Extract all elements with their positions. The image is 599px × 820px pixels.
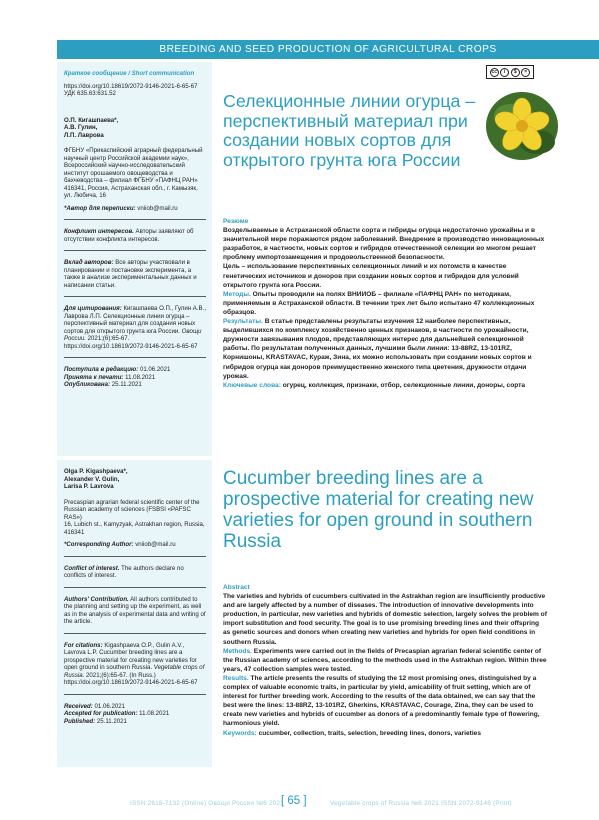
doi-link[interactable]: https://doi.org/10.18619/2072-9146-2021-6-65-67 [64, 82, 198, 90]
footer-left: ISSN 2618-7132 (Online) Овощи России №6 2021 [129, 800, 284, 807]
citation-en: For citations: Kigashpaeva O.P., Gulin A.V., Lavrova L.P. Cucumber breeding lines are a prospective material for creating new varieties for open ground in southern Russia. Vegetable crops of Russia. 2021;(6):65-67. (In Russ.) https://doi.org/10.18619/2072-9146-2021-6-65-67 [64, 641, 205, 686]
cc-by-license-icon[interactable]: cc i $ = [486, 65, 534, 79]
contrib-en: Authors' Contribution. All authors contributed to the planning and setting up the experiment, as well as in the analysis of experimental data and writing of the article. [64, 595, 206, 625]
corresponding-ru: *Автор для переписки: vniiob@mail.ru [64, 204, 178, 212]
abstract-ru: Резюме Возделываемые в Астраханской области сорта и гибриды огурца недостаточно урожайны и в значительной мере поражаются рядом заболеваний. Внедрение в производство инновационных разработок, в частности, новых сортов и гибридов отечественной селекции во многом решает проблему импортозамещения и продовольственной безопасности. Цель – использование перспективных селекционных линий и их потомств в качестве генетических источников и доноров при создании новых сортов и гибридов для условий открытого грунта юга России. Методы. Опыты проводили на полях ВНИИОБ – филиале «ПАФНЦ РАН» по методикам, применяемым в Астраханской области. В течении трех лет было испытано 47 коллекционных образцов. Результаты. В статье представлены результаты изучения 12 наиболее перспективных, выделившихся по комплексу хозяйственно ценных признаков, в частности по урожайности, дружности завязывания плодов, представляющих интерес для дальнейшей селекционной работы. По результатам полученных данных, лучшими были линии: 13-88RZ, 13-101RZ, Корнишоны, KRASTAVAC, Кураж, Зина, их можно использовать при создании новых сортов и гибридов огурца как доноров преимущественно женского типа цветения, дружности отдачи урожая. Ключевые слова: огурец, коллекция, признаки, отбор, селекционные линии, доноры, сорта [223, 217, 548, 390]
divider [64, 357, 206, 358]
section-banner: BREEDING AND SEED PRODUCTION OF AGRICULTURAL CROPS [57, 40, 599, 59]
divider [64, 219, 206, 220]
dates-ru: Поступила в редакцию: 01.06.2021 Принята к печати: 11.08.2021 Опубликована: 25.11.2021 [64, 366, 171, 388]
udk: УДК 635.63:631.52 [64, 90, 116, 97]
corresponding-en: *Corresponding Author: vniiob@mail.ru [64, 541, 176, 548]
divider [64, 556, 206, 557]
divider [64, 296, 206, 297]
dates-en: Received: 01.06.2021 Accepted for publication: 11.08.2021 Published: 25.11.2021 [64, 702, 170, 725]
authors-ru: О.П. Кигашпаева*, А.В. Гулин, Л.П. Лаврова [64, 116, 119, 139]
affiliation-ru: ФГБНУ «Прикаспийский аграрный федеральный научный центр Российской академии наук», Всероссийский научно-исследовательский институт орошаемого овощеводства и бахчеводства – филиал ФГБНУ «ПАФНЦ РАН» [64, 147, 203, 184]
abstract-label-en: Abstract [223, 584, 250, 591]
address-en: 16, Lubich st., Kamyzyak, Astrakhan region, Russia, 416341 [64, 521, 205, 536]
affiliation-en: Precaspian agrarian federal scientific center of the Russian academy of sciences (FSBSI «PAFSC RAS») [64, 498, 200, 521]
divider [64, 633, 206, 634]
abstract-en: Abstract The varieties and hybrids of cucumbers cultivated in the Astrakhan region are insufficiently productive and are largely affected by a number of diseases. The introduction of innovative developments into production, in particular, new varieties and hybrids of domestic selection, largely solves the problem of import substitution and food security. The goal is to use promising breeding lines and their offspring as genetic sources and donors when creating new varieties and hybrids for open field conditions in southern Russia. Methods. Experiments were carried out in the fields of Precaspian agrarian federal scientific center of the Russian academy of sciences, according to the methods used in the Astrakhan region. Within three years, 47 collection samples were tested. Results. The article presents the results of studying the 12 most promising ones, distinguished by a complex of valuable economic traits, in particular by yield, amicability of fruit setting, which are of interest for further breeding work. According to the results of the data obtained, we can say that the best were the lines: 13-88RZ, 13-101RZ, Gherkins, KRASTAVAC, Courage, Zina, they can be used to create new varieties and hybrids of cucumber as donors of a predominantly female type of flowering, harmonious yield. Keywords: cucumber, collection, traits, selection, breeding lines, donors, varieties [223, 584, 547, 737]
email-link[interactable]: vniiob@mail.ru [137, 204, 178, 212]
address-ru: 416341, Россия, Астраханская обл., г. Камызяк, ул. Любича, 16 [64, 184, 198, 199]
divider [64, 250, 206, 251]
contrib-ru: Вклад авторов: Все авторы участвовали в планировании и постановке эксперимента, а также в анализе экспериментальных данных и написании статьи. [64, 259, 197, 289]
page-number: [ 65 ] [281, 795, 307, 807]
divider [64, 587, 206, 588]
footer-right: Vegetable crops of Russia №6 2021 ISSN 2072-9146 (Print) [330, 800, 512, 807]
title-ru: Селекционные линии огурца – перспективный материал при создании новых сортов для открытого грунта юга России [223, 91, 476, 170]
conflict-en: Conflict of interest. The authors declare no conflicts of interest. [64, 564, 184, 579]
page-footer [0, 797, 599, 811]
authors-en: Olga P. Kigashpaeva*, Alexander V. Gulin, Larisa P. Lavrova [64, 468, 128, 490]
divider [64, 694, 206, 695]
article-type: Краткое сообщение / Short communication [64, 70, 195, 77]
sidebar-en [57, 460, 212, 767]
conflict-ru: Конфликт интересов. Авторы заявляют об отсутствии конфликта интересов. [64, 228, 194, 243]
citation-ru: Для цитирования: Кигашпаева О.П., Гулин А.В., Лаврова Л.П. Селекционные линии огурца – перспективный материал для создания новых сортов для открытого грунта юга России. Овощи России. 2021;(6):65-67. https://doi.org/10.18619/2072-9146-2021-6-65-67 [64, 305, 207, 350]
email-link[interactable]: vniiob@mail.ru [135, 541, 176, 548]
sidebar-ru [57, 62, 212, 456]
abstract-label-ru: Резюме [223, 218, 249, 225]
title-en: Cucumber breeding lines are a prospective material for creating new varieties for open ground in southern Russia [223, 468, 534, 552]
